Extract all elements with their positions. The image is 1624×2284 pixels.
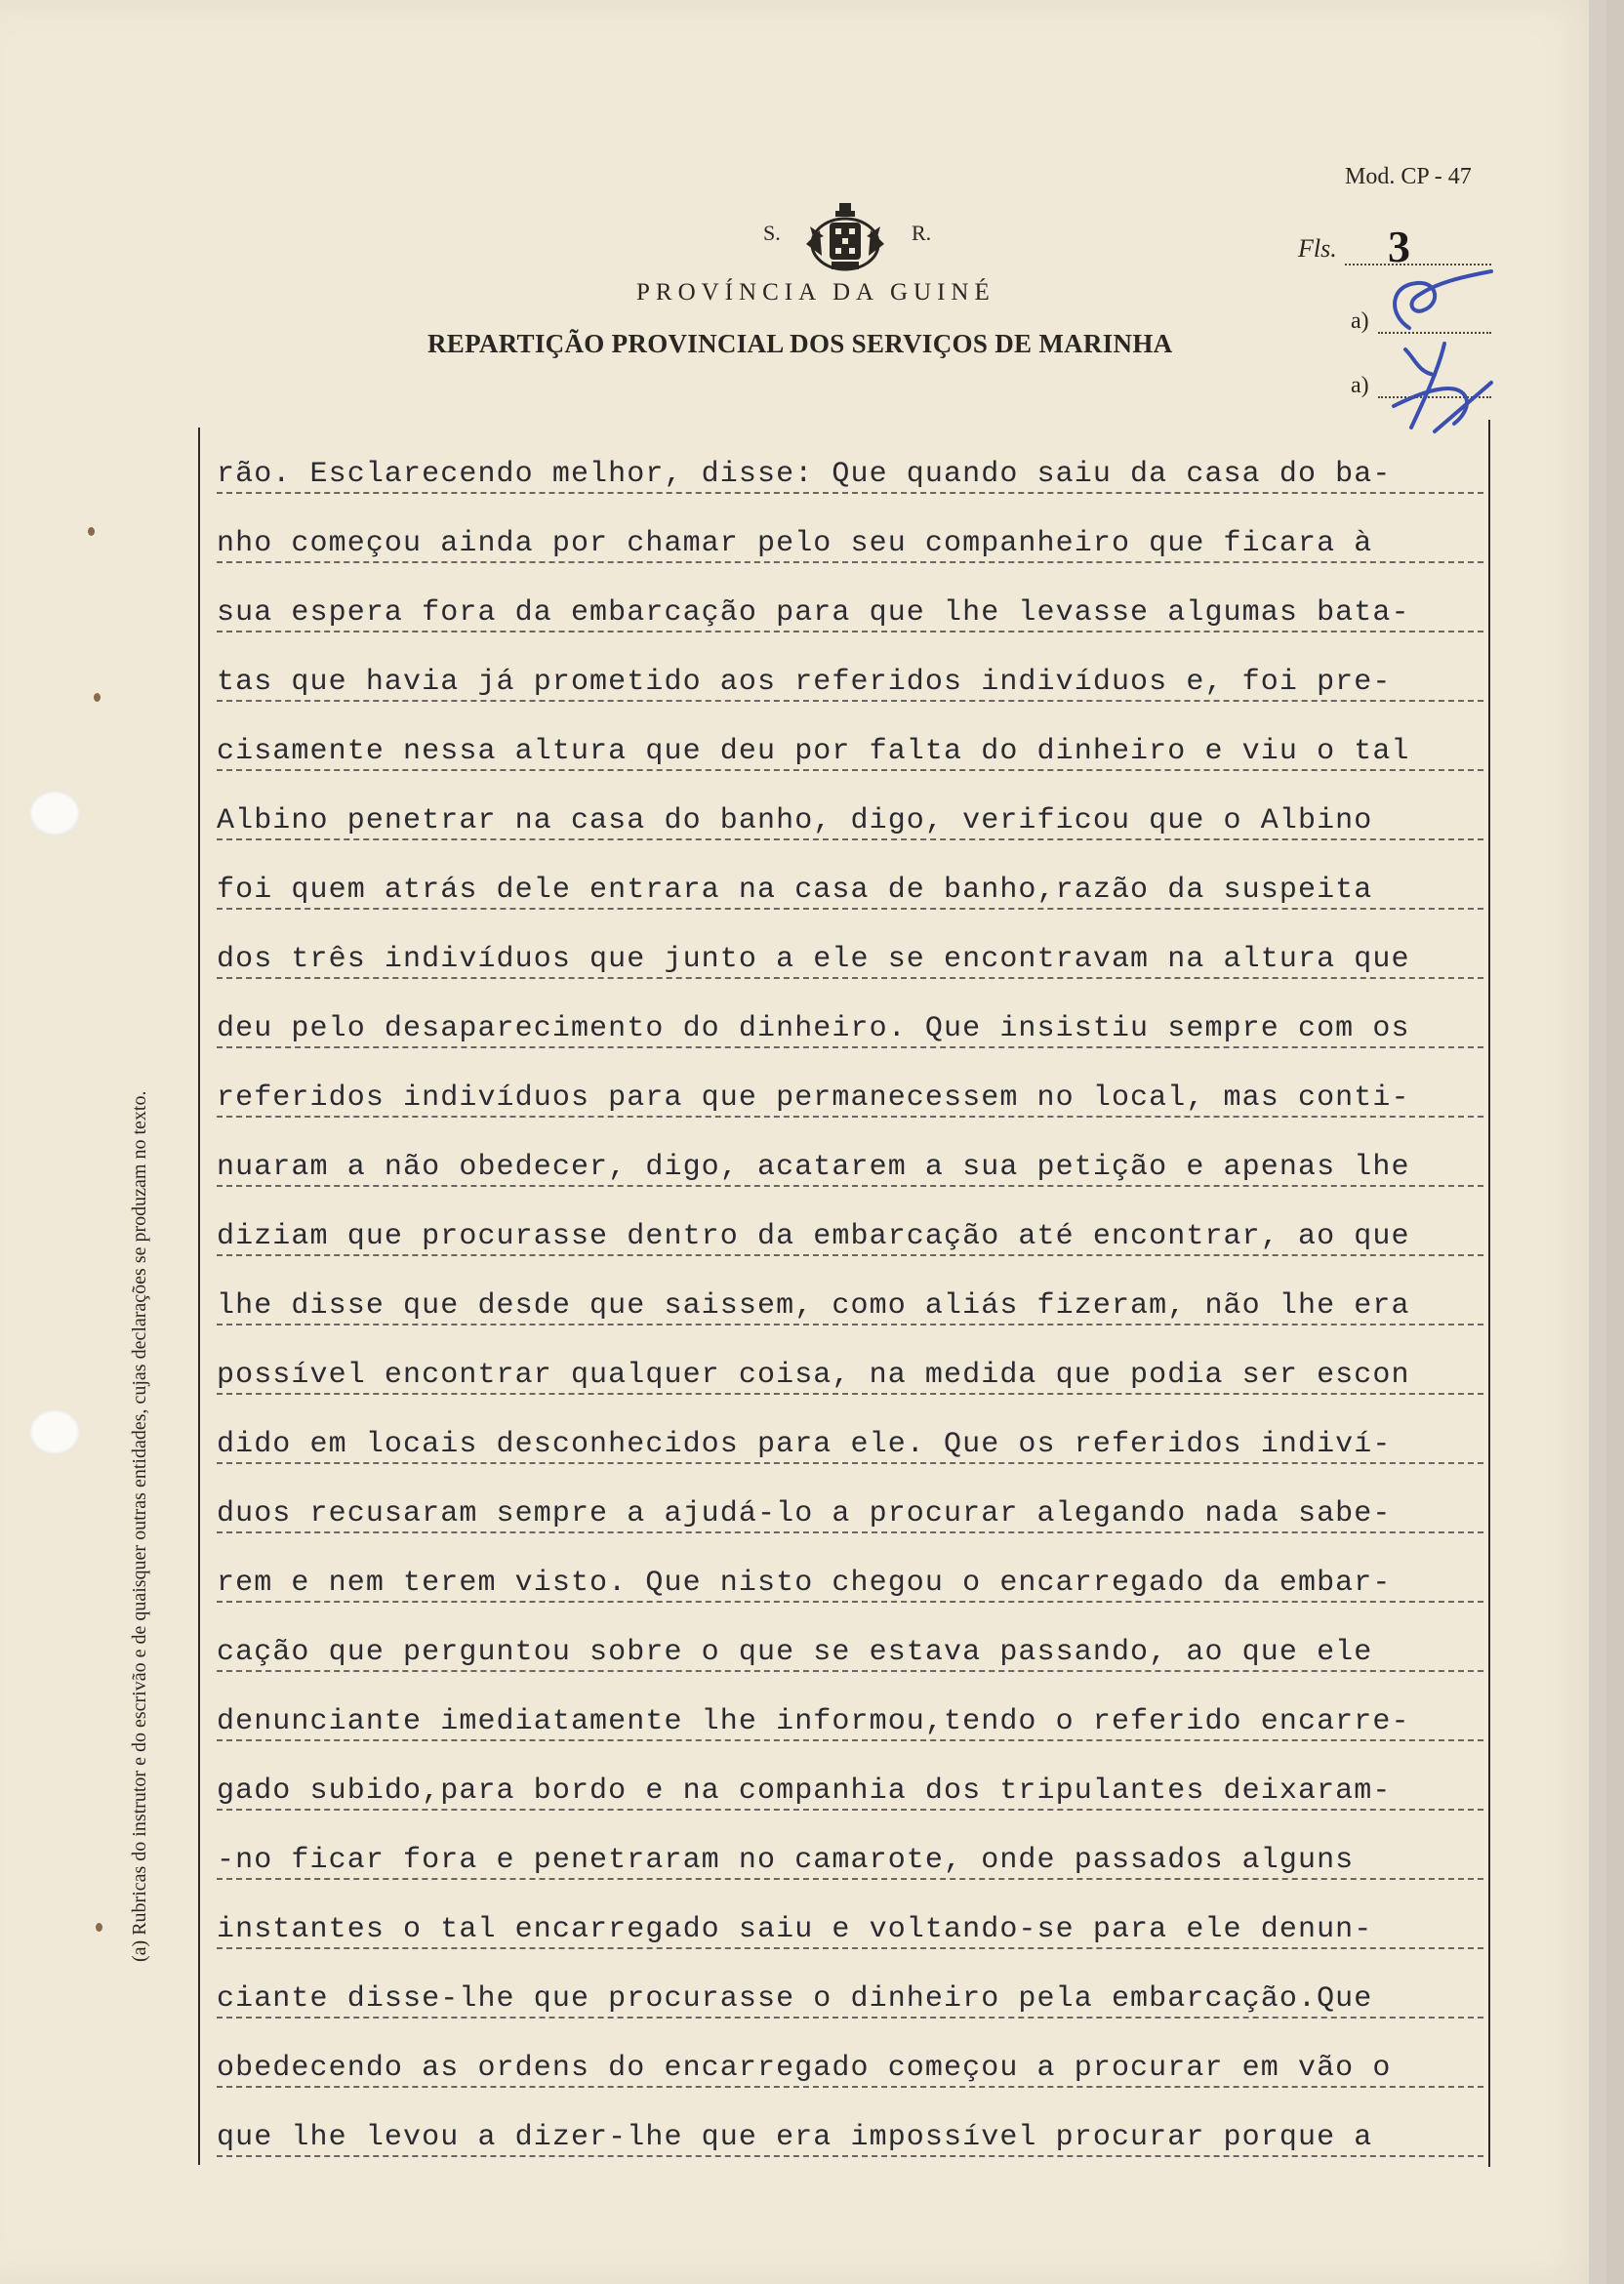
text-line: denunciante imediatamente lhe informou,tendo o referido encarre- (217, 1704, 1483, 1741)
province-title: PROVÍNCIA DA GUINÉ (636, 279, 995, 306)
text-line: duos recusaram sempre a ajudá-lo a procurar alegando nada sabe- (217, 1496, 1483, 1533)
text-line: Albino penetrar na casa do banho, digo, verificou que o Albino (217, 803, 1483, 840)
text-line: cisamente nessa altura que deu por falta do dinheiro e viu o tal (217, 734, 1483, 771)
text-line: diziam que procurasse dentro da embarcação até encontrar, ao que (217, 1219, 1483, 1256)
text-line: possível encontrar qualquer coisa, na medida que podia ser escon (217, 1358, 1483, 1395)
text-line: dos três indivíduos que junto a ele se encontravam na altura que (217, 942, 1483, 979)
text-line: que lhe levou a dizer-lhe que era impossível procurar porque a (217, 2120, 1483, 2157)
punch-hole-top (29, 791, 80, 836)
text-line: nho começou ainda por chamar pelo seu companheiro que ficara à (217, 526, 1483, 563)
text-line: foi quem atrás dele entrara na casa de banho,razão da suspeita (217, 873, 1483, 910)
signature-label-2: a) (1351, 373, 1369, 398)
text-line: obedecendo as ordens do encarregado começou a procurar em vão o (217, 2051, 1483, 2088)
stain-mark (88, 527, 95, 536)
signature-label-1: a) (1351, 308, 1369, 334)
stain-mark (96, 1923, 102, 1932)
text-line: nuaram a não obedecer, digo, acatarem a sua petição e apenas lhe (217, 1150, 1483, 1187)
department-title: REPARTIÇÃO PROVINCIAL DOS SERVIÇOS DE MARINHA (427, 329, 1173, 358)
text-line: cação que perguntou sobre o que se estava passando, ao que ele (217, 1635, 1483, 1672)
handwritten-signature-2 (1376, 330, 1503, 447)
folio-number: 3 (1388, 222, 1410, 271)
form-model-code: Mod. CP - 47 (1345, 164, 1472, 189)
text-line: instantes o tal encarregado saiu e voltando-se para ele denun- (217, 1912, 1483, 1949)
left-margin-rule (198, 428, 200, 2165)
text-line: sua espera fora da embarcação para que lhe levasse algumas bata- (217, 595, 1483, 632)
text-line: -no ficar fora e penetraram no camarote, onde passados alguns (217, 1843, 1483, 1880)
header-s-letter: S. (763, 221, 781, 245)
margin-footnote: (a) Rubricas do instrutor e do escrivão e de quaisquer outras entidades, cujas declarações se produzam no texto. (129, 1090, 150, 1962)
text-line: ciante disse-lhe que procurasse o dinheiro pela embarcação.Que (217, 1981, 1483, 2019)
text-line: rão. Esclarecendo melhor, disse: Que quando saiu da casa do ba- (217, 457, 1483, 494)
coat-of-arms-icon (800, 201, 890, 275)
text-line: rem e nem terem visto. Que nisto chegou o encarregado da embar- (217, 1566, 1483, 1603)
header-r-letter: R. (912, 221, 932, 245)
text-line: dido em locais desconhecidos para ele. Que os referidos indiví- (217, 1427, 1483, 1464)
text-line: tas que havia já prometido aos referidos indivíduos e, foi pre- (217, 665, 1483, 702)
text-line: lhe disse que desde que saissem, como aliás fizeram, não lhe era (217, 1288, 1483, 1326)
text-line: referidos indivíduos para que permanecessem no local, mas conti- (217, 1081, 1483, 1118)
punch-hole-bottom (29, 1409, 80, 1454)
right-margin-rule (1488, 420, 1490, 2167)
handwritten-signature-1 (1370, 256, 1507, 338)
folio-label: Fls. (1298, 234, 1337, 263)
stain-mark (94, 693, 101, 702)
text-line: gado subido,para bordo e na companhia dos tripulantes deixaram- (217, 1774, 1483, 1811)
text-line: deu pelo desaparecimento do dinheiro. Que insistiu sempre com os (217, 1011, 1483, 1048)
page-edge (1589, 0, 1606, 2284)
